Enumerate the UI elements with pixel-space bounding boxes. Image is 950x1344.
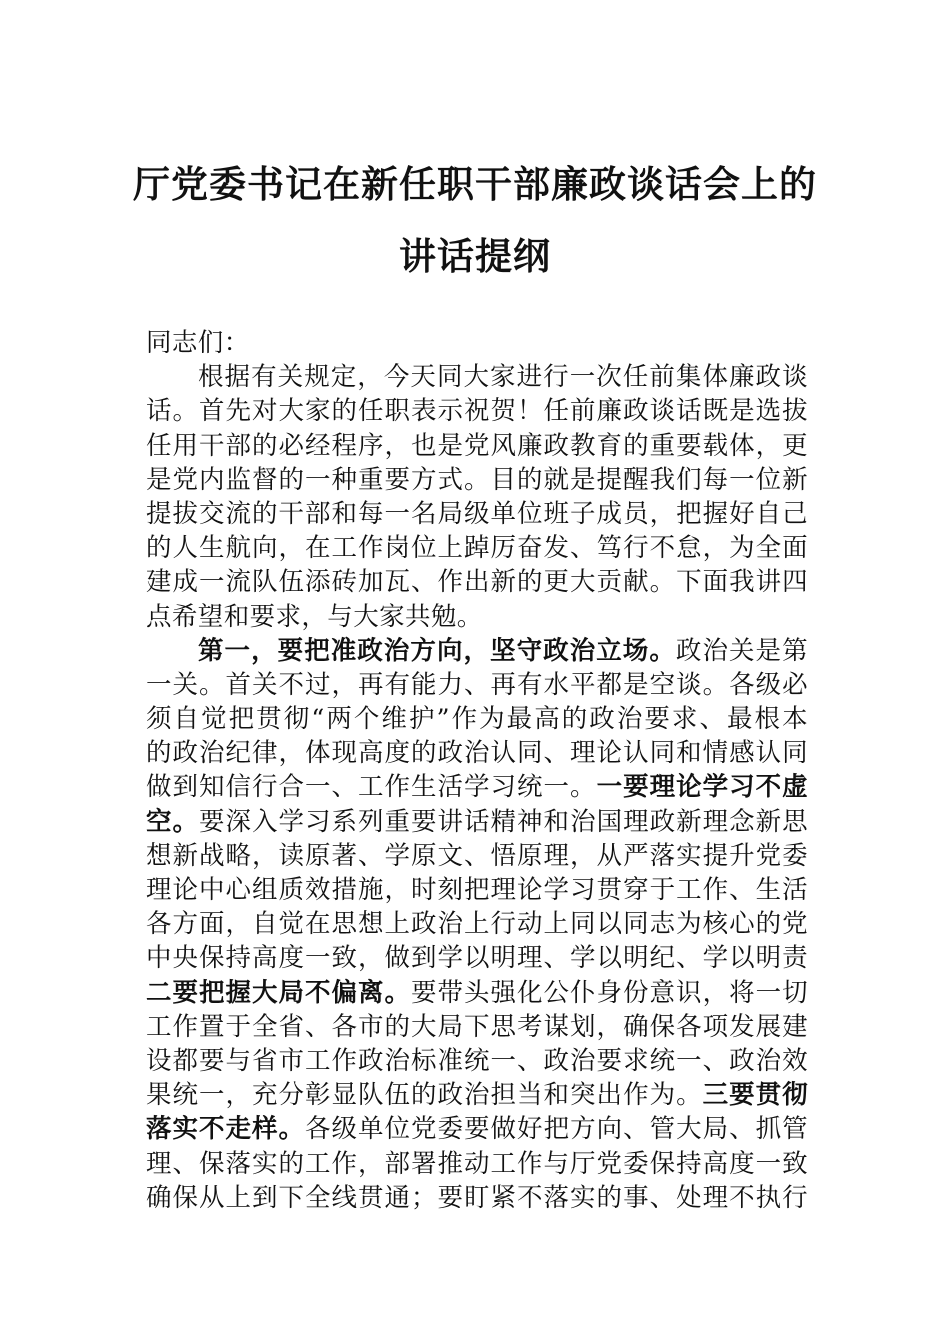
paragraph-introduction [146,360,808,634]
paragraph-line: 须自觉把贯彻“两个维护”作为最高的政治要求、最根本 [146,704,808,735]
paragraph-line: 任用干部的必经程序，也是党风廉政教育的重要载体，更 [146,430,808,461]
sub-heading: 空。 [146,806,200,837]
paragraph-line: 确保从上到下全线贯通；要盯紧不落实的事、处理不执行 [146,1182,808,1213]
paragraph-line: 工作置于全省、各市的大局下思考谋划，确保各项发展建 [146,1011,808,1042]
section-heading: 第一，要把准政治方向，坚守政治立场。 [198,635,676,666]
paragraph-text: 各级单位党委要做好把方向、管大局、抓管 [305,1114,808,1145]
paragraph-line: 各方面，自觉在思想上政治上行动上同以同志为核心的党 [146,909,808,940]
sub-heading: 二要把握大局不偏离。 [146,977,412,1008]
paragraph-line: 理、保落实的工作，部署推动工作与厅党委保持高度一致 [146,1148,808,1179]
paragraph-line: 提拔交流的干部和每一名局级单位班子成员，把握好自己 [146,498,808,529]
paragraph-line: 设都要与省市工作政治标准统一、政治要求统一、政治效 [146,1045,808,1076]
sub-heading: 一要理论学习不虚 [596,772,808,803]
paragraph-line [146,634,808,668]
paragraph-line [146,770,808,804]
paragraph-text: 政治关是第 [675,635,808,666]
paragraph-first-point [146,634,808,1215]
paragraph-line: 理论中心组质效措施，时刻把理论学习贯穿于工作、生活 [146,875,808,905]
paragraph-line: 的政治纪律，体现高度的政治认同、理论认同和情感认同 [146,738,808,769]
salutation: 同志们： [146,328,250,358]
paragraph-line: 建成一流队伍添砖加瓦、作出新的更大贡献。下面我讲四 [146,567,808,598]
paragraph-line: 是党内监督的一种重要方式。目的就是提醒我们每一位新 [146,464,808,495]
paragraph-line [146,1078,808,1112]
sub-heading: 三要贯彻 [702,1080,808,1111]
paragraph-text: 要深入学习系列重要讲话精神和治国理政新理念新思 [199,806,808,837]
paragraph-line [146,976,808,1010]
paragraph-text: 果统一，充分彰显队伍的政治担当和突出作为。 [146,1080,703,1111]
paragraph-text: 要带头强化公仆身份意识，将一切 [411,977,808,1008]
paragraph-line: 点希望和要求，与大家共勉。 [146,601,483,632]
paragraph-line: 的人生航向，在工作岗位上踔厉奋发、笃行不怠，为全面 [146,533,808,564]
document-body [146,326,808,1215]
paragraph-text: 做到知信行合一、工作生活学习统一。 [146,772,597,803]
document-title-line-1: 厅党委书记在新任职干部廉政谈话会上的 [133,162,817,206]
sub-heading: 落实不走样。 [146,1114,306,1145]
paragraph-line: 话。首先对大家的任职表示祝贺！任前廉政谈话既是选拔 [146,396,808,427]
paragraph-line: 中央保持高度一致，做到学以明理、学以明纪、学以明责 [146,943,808,974]
document-title-line-2: 讲话提纲 [399,234,551,278]
paragraph-line: 想新战略，读原著、学原文、悟原理，从严落实提升党委 [146,840,808,871]
paragraph-line [146,1112,808,1146]
paragraph-line: 根据有关规定，今天同大家进行一次任前集体廉政谈 [198,362,808,393]
paragraph-line: 一关。首关不过，再有能力、再有水平都是空谈。各级必 [146,669,808,700]
paragraph-line [146,805,808,839]
